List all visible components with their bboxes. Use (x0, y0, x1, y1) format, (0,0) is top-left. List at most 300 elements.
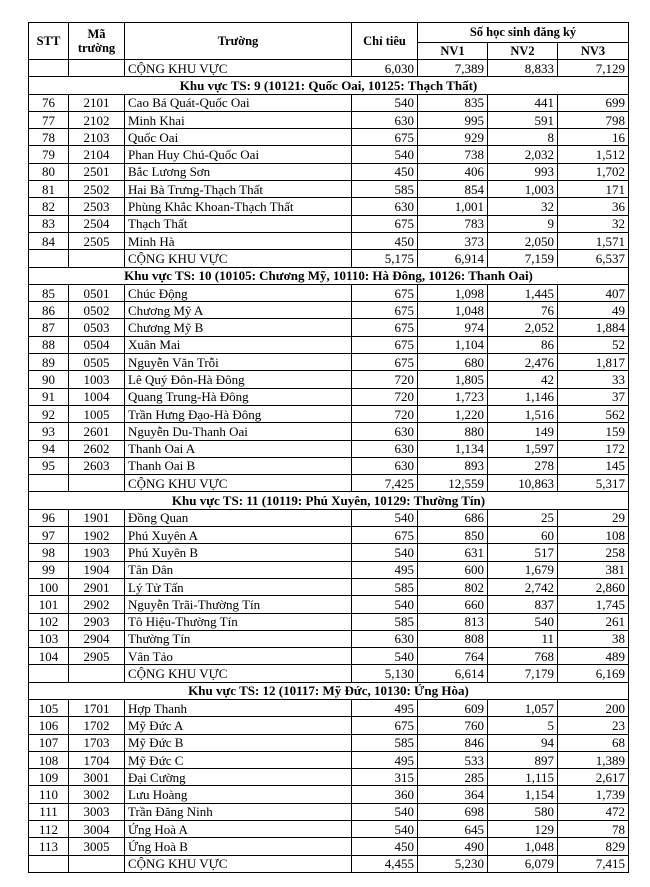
school-name-cell: Mỹ Đức B (125, 734, 352, 751)
stt-cell: 110 (29, 786, 69, 803)
quota-cell: 315 (352, 769, 418, 786)
nv2-cell: 441 (488, 94, 558, 111)
table-row (29, 613, 629, 630)
nv3-cell: 829 (558, 838, 629, 855)
nv2-cell: 1,115 (488, 769, 558, 786)
school-code-cell: 1701 (69, 699, 125, 716)
total-nv3-cell: 5,317 (558, 475, 629, 492)
empty-cell (29, 60, 69, 77)
zone-heading: Khu vực TS: 12 (10117: Mỹ Đức, 10130: Ứng Hòa) (29, 682, 629, 699)
quota-cell: 540 (352, 803, 418, 820)
table-header (29, 23, 629, 60)
school-code-cell: 3002 (69, 786, 125, 803)
table-row (29, 94, 629, 111)
nv2-cell: 897 (488, 751, 558, 768)
table-row (29, 544, 629, 561)
empty-cell (69, 250, 125, 267)
stt-cell: 109 (29, 769, 69, 786)
school-code-cell: 3005 (69, 838, 125, 855)
quota-cell: 675 (352, 527, 418, 544)
nv1-cell: 490 (418, 838, 488, 855)
school-name-cell: Nguyễn Văn Trỗi (125, 354, 352, 371)
stt-cell: 108 (29, 751, 69, 768)
school-name-cell: Minh Hà (125, 232, 352, 249)
nv3-cell: 1,702 (558, 163, 629, 180)
nv2-cell: 837 (488, 596, 558, 613)
empty-cell (69, 665, 125, 682)
table-row (29, 769, 629, 786)
nv1-cell: 880 (418, 423, 488, 440)
total-nv3-cell: 6,169 (558, 665, 629, 682)
total-nv2-cell: 7,159 (488, 250, 558, 267)
nv2-cell: 1,146 (488, 388, 558, 405)
quota-cell: 675 (352, 319, 418, 336)
table-row (29, 198, 629, 215)
zone-heading-row (29, 77, 629, 94)
col-header-stt: STT (29, 23, 69, 60)
quota-cell: 360 (352, 786, 418, 803)
nv1-cell: 373 (418, 232, 488, 249)
quota-cell: 495 (352, 561, 418, 578)
document-page (28, 22, 628, 873)
school-code-cell: 2502 (69, 181, 125, 198)
school-code-cell: 2505 (69, 232, 125, 249)
nv2-cell: 1,679 (488, 561, 558, 578)
nv3-cell: 798 (558, 111, 629, 128)
empty-cell (29, 475, 69, 492)
stt-cell: 100 (29, 578, 69, 595)
stt-cell: 80 (29, 163, 69, 180)
table-row (29, 457, 629, 474)
nv2-cell: 2,050 (488, 232, 558, 249)
table-row (29, 232, 629, 249)
nv2-cell: 768 (488, 648, 558, 665)
nv1-cell: 645 (418, 821, 488, 838)
school-code-cell: 0501 (69, 284, 125, 301)
stt-cell: 106 (29, 717, 69, 734)
table-row (29, 284, 629, 301)
zone-heading: Khu vực TS: 10 (10105: Chương Mỹ, 10110: Hà Đông, 10126: Thanh Oai) (29, 267, 629, 284)
nv2-cell: 76 (488, 302, 558, 319)
stt-cell: 101 (29, 596, 69, 613)
quota-cell: 720 (352, 388, 418, 405)
zone-heading: Khu vực TS: 11 (10119: Phú Xuyên, 10129: Thường Tín) (29, 492, 629, 509)
school-name-cell: Nguyễn Trãi-Thường Tín (125, 596, 352, 613)
nv3-cell: 489 (558, 648, 629, 665)
quota-cell: 675 (352, 336, 418, 353)
empty-cell (69, 60, 125, 77)
quota-cell: 585 (352, 613, 418, 630)
school-code-cell: 2902 (69, 596, 125, 613)
table-body (29, 60, 629, 873)
nv1-cell: 783 (418, 215, 488, 232)
total-nv1-cell: 5,230 (418, 855, 488, 872)
school-name-cell: Tân Dân (125, 561, 352, 578)
nv3-cell: 49 (558, 302, 629, 319)
school-name-cell: Ứng Hoà A (125, 821, 352, 838)
total-nv3-cell: 6,537 (558, 250, 629, 267)
nv2-cell: 94 (488, 734, 558, 751)
school-code-cell: 1704 (69, 751, 125, 768)
nv2-cell: 129 (488, 821, 558, 838)
nv2-cell: 1,057 (488, 699, 558, 716)
school-name-cell: Thanh Oai B (125, 457, 352, 474)
quota-cell: 630 (352, 457, 418, 474)
school-name-cell: Cao Bá Quát-Quốc Oai (125, 94, 352, 111)
stt-cell: 96 (29, 509, 69, 526)
table-row (29, 803, 629, 820)
nv2-cell: 2,742 (488, 578, 558, 595)
zone-heading-row (29, 682, 629, 699)
nv3-cell: 172 (558, 440, 629, 457)
school-name-cell: Đại Cường (125, 769, 352, 786)
total-nv1-cell: 6,614 (418, 665, 488, 682)
table-row (29, 129, 629, 146)
stt-cell: 89 (29, 354, 69, 371)
stt-cell: 83 (29, 215, 69, 232)
nv2-cell: 993 (488, 163, 558, 180)
table-row (29, 354, 629, 371)
school-code-cell: 2602 (69, 440, 125, 457)
school-code-cell: 2904 (69, 630, 125, 647)
nv1-cell: 1,220 (418, 405, 488, 422)
nv2-cell: 540 (488, 613, 558, 630)
nv1-cell: 600 (418, 561, 488, 578)
nv1-cell: 1,098 (418, 284, 488, 301)
table-row (29, 734, 629, 751)
nv2-cell: 1,154 (488, 786, 558, 803)
table-row (29, 423, 629, 440)
school-name-cell: Hợp Thanh (125, 699, 352, 716)
stt-cell: 84 (29, 232, 69, 249)
nv1-cell: 631 (418, 544, 488, 561)
school-code-cell: 1902 (69, 527, 125, 544)
table-row (29, 440, 629, 457)
col-header-nv1: NV1 (418, 43, 488, 60)
nv1-cell: 406 (418, 163, 488, 180)
nv1-cell: 846 (418, 734, 488, 751)
stt-cell: 113 (29, 838, 69, 855)
quota-cell: 540 (352, 596, 418, 613)
school-name-cell: Trần Hưng Đạo-Hà Đông (125, 405, 352, 422)
stt-cell: 103 (29, 630, 69, 647)
table-row (29, 215, 629, 232)
total-nv3-cell: 7,415 (558, 855, 629, 872)
nv1-cell: 929 (418, 129, 488, 146)
quota-cell: 585 (352, 181, 418, 198)
nv2-cell: 1,445 (488, 284, 558, 301)
school-code-cell: 1702 (69, 717, 125, 734)
col-header-so-hoc-sinh: Số học sinh đăng ký (418, 23, 629, 43)
total-quota-cell: 6,030 (352, 60, 418, 77)
quota-cell: 540 (352, 146, 418, 163)
nv2-cell: 32 (488, 198, 558, 215)
stt-cell: 104 (29, 648, 69, 665)
table-row (29, 111, 629, 128)
zone-total-row (29, 250, 629, 267)
nv2-cell: 1,003 (488, 181, 558, 198)
table-row (29, 302, 629, 319)
school-name-cell: Bắc Lương Sơn (125, 163, 352, 180)
school-name-cell: Nguyễn Du-Thanh Oai (125, 423, 352, 440)
nv1-cell: 813 (418, 613, 488, 630)
nv1-cell: 1,723 (418, 388, 488, 405)
col-header-chi-tieu: Chỉ tiêu (352, 23, 418, 60)
nv2-cell: 149 (488, 423, 558, 440)
total-nv1-cell: 6,914 (418, 250, 488, 267)
enrollment-table (28, 22, 629, 873)
nv3-cell: 145 (558, 457, 629, 474)
nv3-cell: 38 (558, 630, 629, 647)
stt-cell: 77 (29, 111, 69, 128)
school-name-cell: Lý Tử Tấn (125, 578, 352, 595)
stt-cell: 81 (29, 181, 69, 198)
quota-cell: 540 (352, 648, 418, 665)
school-code-cell: 3001 (69, 769, 125, 786)
school-name-cell: Phan Huy Chú-Quốc Oai (125, 146, 352, 163)
total-nv3-cell: 7,129 (558, 60, 629, 77)
nv3-cell: 200 (558, 699, 629, 716)
school-code-cell: 2503 (69, 198, 125, 215)
nv3-cell: 1,817 (558, 354, 629, 371)
quota-cell: 675 (352, 284, 418, 301)
nv2-cell: 1,048 (488, 838, 558, 855)
school-code-cell: 2501 (69, 163, 125, 180)
quota-cell: 630 (352, 198, 418, 215)
quota-cell: 630 (352, 630, 418, 647)
school-code-cell: 1901 (69, 509, 125, 526)
nv3-cell: 1,389 (558, 751, 629, 768)
nv1-cell: 686 (418, 509, 488, 526)
nv1-cell: 995 (418, 111, 488, 128)
school-name-cell: Trần Đăng Ninh (125, 803, 352, 820)
nv3-cell: 108 (558, 527, 629, 544)
quota-cell: 540 (352, 94, 418, 111)
school-code-cell: 2603 (69, 457, 125, 474)
total-label-cell: CỘNG KHU VỰC (125, 250, 352, 267)
nv3-cell: 381 (558, 561, 629, 578)
table-row (29, 405, 629, 422)
school-name-cell: Thanh Oai A (125, 440, 352, 457)
stt-cell: 105 (29, 699, 69, 716)
quota-cell: 540 (352, 544, 418, 561)
nv1-cell: 285 (418, 769, 488, 786)
nv1-cell: 680 (418, 354, 488, 371)
stt-cell: 79 (29, 146, 69, 163)
nv3-cell: 36 (558, 198, 629, 215)
nv3-cell: 32 (558, 215, 629, 232)
total-quota-cell: 5,130 (352, 665, 418, 682)
nv1-cell: 660 (418, 596, 488, 613)
nv2-cell: 42 (488, 371, 558, 388)
table-row (29, 596, 629, 613)
nv2-cell: 1,516 (488, 405, 558, 422)
table-row (29, 163, 629, 180)
empty-cell (29, 665, 69, 682)
zone-total-row (29, 665, 629, 682)
zone-heading-row (29, 267, 629, 284)
nv2-cell: 278 (488, 457, 558, 474)
school-name-cell: Tô Hiệu-Thường Tín (125, 613, 352, 630)
table-row (29, 838, 629, 855)
school-name-cell: Phú Xuyên B (125, 544, 352, 561)
quota-cell: 585 (352, 734, 418, 751)
school-code-cell: 2905 (69, 648, 125, 665)
school-name-cell: Quốc Oai (125, 129, 352, 146)
school-code-cell: 2101 (69, 94, 125, 111)
nv1-cell: 802 (418, 578, 488, 595)
table-row (29, 146, 629, 163)
nv3-cell: 1,745 (558, 596, 629, 613)
school-name-cell: Chúc Động (125, 284, 352, 301)
quota-cell: 540 (352, 821, 418, 838)
table-row (29, 371, 629, 388)
stt-cell: 107 (29, 734, 69, 751)
nv2-cell: 60 (488, 527, 558, 544)
table-row (29, 821, 629, 838)
col-header-nv2: NV2 (488, 43, 558, 60)
stt-cell: 98 (29, 544, 69, 561)
table-row (29, 751, 629, 768)
nv1-cell: 698 (418, 803, 488, 820)
total-nv1-cell: 7,389 (418, 60, 488, 77)
school-code-cell: 1003 (69, 371, 125, 388)
stt-cell: 78 (29, 129, 69, 146)
table-row (29, 717, 629, 734)
nv2-cell: 8 (488, 129, 558, 146)
school-name-cell: Mỹ Đức C (125, 751, 352, 768)
school-code-cell: 2601 (69, 423, 125, 440)
total-nv2-cell: 7,179 (488, 665, 558, 682)
zone-total-row (29, 855, 629, 872)
nv3-cell: 29 (558, 509, 629, 526)
school-name-cell: Xuân Mai (125, 336, 352, 353)
nv2-cell: 517 (488, 544, 558, 561)
table-row (29, 648, 629, 665)
nv1-cell: 1,001 (418, 198, 488, 215)
nv3-cell: 171 (558, 181, 629, 198)
stt-cell: 95 (29, 457, 69, 474)
col-header-truong: Trường (125, 23, 352, 60)
stt-cell: 94 (29, 440, 69, 457)
table-row (29, 336, 629, 353)
quota-cell: 675 (352, 354, 418, 371)
nv2-cell: 86 (488, 336, 558, 353)
nv1-cell: 738 (418, 146, 488, 163)
zone-total-row (29, 475, 629, 492)
school-code-cell: 3003 (69, 803, 125, 820)
quota-cell: 675 (352, 302, 418, 319)
nv2-cell: 580 (488, 803, 558, 820)
school-code-cell: 1004 (69, 388, 125, 405)
school-code-cell: 2901 (69, 578, 125, 595)
zone-heading-row (29, 492, 629, 509)
stt-cell: 93 (29, 423, 69, 440)
nv3-cell: 52 (558, 336, 629, 353)
nv3-cell: 1,884 (558, 319, 629, 336)
nv3-cell: 33 (558, 371, 629, 388)
nv2-cell: 11 (488, 630, 558, 647)
nv2-cell: 2,052 (488, 319, 558, 336)
school-code-cell: 2103 (69, 129, 125, 146)
stt-cell: 82 (29, 198, 69, 215)
total-nv1-cell: 12,559 (418, 475, 488, 492)
school-name-cell: Ứng Hoà B (125, 838, 352, 855)
quota-cell: 630 (352, 423, 418, 440)
nv3-cell: 2,860 (558, 578, 629, 595)
table-row (29, 699, 629, 716)
nv1-cell: 893 (418, 457, 488, 474)
nv2-cell: 25 (488, 509, 558, 526)
quota-cell: 675 (352, 717, 418, 734)
quota-cell: 675 (352, 129, 418, 146)
table-row (29, 319, 629, 336)
quota-cell: 540 (352, 509, 418, 526)
stt-cell: 112 (29, 821, 69, 838)
nv1-cell: 1,048 (418, 302, 488, 319)
stt-cell: 92 (29, 405, 69, 422)
nv2-cell: 9 (488, 215, 558, 232)
school-code-cell: 1005 (69, 405, 125, 422)
nv1-cell: 760 (418, 717, 488, 734)
school-name-cell: Mỹ Đức A (125, 717, 352, 734)
school-code-cell: 2504 (69, 215, 125, 232)
school-name-cell: Đồng Quan (125, 509, 352, 526)
nv1-cell: 835 (418, 94, 488, 111)
table-row (29, 786, 629, 803)
nv1-cell: 1,104 (418, 336, 488, 353)
table-row (29, 630, 629, 647)
nv3-cell: 16 (558, 129, 629, 146)
nv1-cell: 533 (418, 751, 488, 768)
nv2-cell: 2,032 (488, 146, 558, 163)
school-name-cell: Lưu Hoàng (125, 786, 352, 803)
empty-cell (69, 855, 125, 872)
quota-cell: 720 (352, 405, 418, 422)
nv3-cell: 472 (558, 803, 629, 820)
quota-cell: 495 (352, 751, 418, 768)
nv2-cell: 591 (488, 111, 558, 128)
school-name-cell: Vân Tảo (125, 648, 352, 665)
school-code-cell: 0502 (69, 302, 125, 319)
stt-cell: 85 (29, 284, 69, 301)
nv1-cell: 974 (418, 319, 488, 336)
nv3-cell: 23 (558, 717, 629, 734)
col-header-nv3: NV3 (558, 43, 629, 60)
nv3-cell: 159 (558, 423, 629, 440)
nv1-cell: 364 (418, 786, 488, 803)
stt-cell: 76 (29, 94, 69, 111)
school-code-cell: 2903 (69, 613, 125, 630)
school-name-cell: Lê Quý Đôn-Hà Đông (125, 371, 352, 388)
total-nv2-cell: 6,079 (488, 855, 558, 872)
school-name-cell: Phùng Khắc Khoan-Thạch Thất (125, 198, 352, 215)
school-code-cell: 0504 (69, 336, 125, 353)
stt-cell: 97 (29, 527, 69, 544)
stt-cell: 102 (29, 613, 69, 630)
table-row (29, 509, 629, 526)
stt-cell: 90 (29, 371, 69, 388)
quota-cell: 630 (352, 111, 418, 128)
col-header-ma-truong: Mã trường (69, 23, 125, 60)
nv3-cell: 2,617 (558, 769, 629, 786)
nv1-cell: 854 (418, 181, 488, 198)
nv3-cell: 37 (558, 388, 629, 405)
nv3-cell: 68 (558, 734, 629, 751)
table-row (29, 388, 629, 405)
stt-cell: 87 (29, 319, 69, 336)
empty-cell (69, 475, 125, 492)
